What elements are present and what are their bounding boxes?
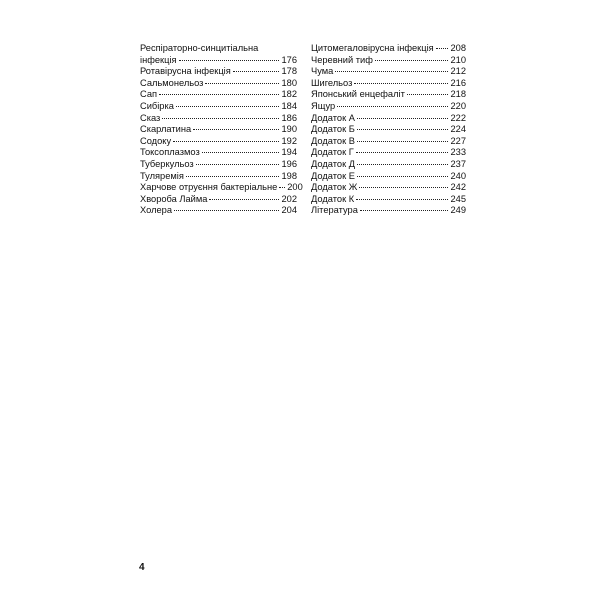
- toc-entry-page: 202: [281, 193, 297, 204]
- toc-entry: [311, 89, 466, 101]
- dot-leader: [360, 210, 449, 211]
- toc-entry-page: 212: [450, 66, 466, 77]
- toc-entry-page: 178: [281, 66, 297, 77]
- dot-leader: [179, 60, 280, 61]
- toc-entry: [311, 171, 466, 183]
- toc-entry: [311, 124, 466, 136]
- dot-leader: [173, 141, 279, 142]
- toc-entry: [140, 101, 297, 113]
- dot-leader: [193, 129, 279, 130]
- toc-entry: [311, 43, 466, 55]
- toc-entry: [140, 205, 297, 217]
- toc-entry-title-line1: Респіраторно-синцитіальна: [140, 43, 259, 53]
- toc-entry: [140, 89, 297, 101]
- dot-leader: [159, 94, 279, 95]
- toc-entry-title: Додаток В: [311, 135, 355, 146]
- toc-entry-title: Додаток Д: [311, 158, 356, 169]
- toc-entry-page: 180: [281, 77, 297, 88]
- toc-entry-page: 186: [281, 112, 297, 123]
- toc-entry: [311, 101, 466, 113]
- toc-entry-page: 224: [450, 124, 466, 135]
- toc-entry: [140, 159, 297, 171]
- page-number: 4: [139, 562, 145, 573]
- toc-entry-title: Туберкульоз: [140, 158, 194, 169]
- toc-entry-page: 222: [450, 112, 466, 123]
- toc-entry-page: 194: [281, 147, 297, 158]
- dot-leader: [354, 83, 448, 84]
- toc-entry-title: Харчове отруєння бактеріальне: [140, 182, 278, 193]
- toc-entry-title: Холера: [140, 205, 172, 216]
- toc-entry-page: 200: [287, 182, 303, 193]
- toc-entry-title: Додаток Г: [311, 147, 354, 158]
- toc-entry-title: Токсоплазмоз: [140, 147, 200, 158]
- toc-entry-page: 184: [281, 100, 297, 111]
- toc-entry-page: 233: [450, 147, 466, 158]
- toc-entry-title: Література: [311, 205, 358, 216]
- toc-entry-page: 227: [450, 135, 466, 146]
- toc-entry-title: інфекція: [140, 54, 177, 65]
- dot-leader: [176, 106, 280, 107]
- toc-entry-page: 237: [450, 158, 466, 169]
- toc-entry-page: 196: [281, 158, 297, 169]
- dot-leader: [375, 60, 449, 61]
- toc-entry-title: Сказ: [140, 112, 161, 123]
- toc-entry: [311, 136, 466, 148]
- dot-leader: [186, 176, 280, 177]
- dot-leader: [279, 187, 285, 188]
- toc-entry-title: Хвороба Лайма: [140, 193, 208, 204]
- toc-entry-page: 198: [281, 170, 297, 181]
- toc-entry: [140, 66, 297, 78]
- toc-entry-page: 220: [450, 100, 466, 111]
- dot-leader: [357, 141, 449, 142]
- toc-right-column: [311, 43, 466, 217]
- toc-entry-page: 240: [450, 170, 466, 181]
- dot-leader: [357, 129, 449, 130]
- toc-entry-title: Додаток А: [311, 112, 355, 123]
- toc-entry: [311, 55, 466, 67]
- toc-entry: [311, 182, 466, 194]
- dot-leader: [162, 118, 279, 119]
- toc-entry-title: Сибірка: [140, 100, 174, 111]
- dot-leader: [357, 118, 449, 119]
- toc-entry-title: Додаток Б: [311, 124, 355, 135]
- toc-entry: [140, 182, 303, 194]
- dot-leader: [356, 199, 448, 200]
- dot-leader: [335, 71, 448, 72]
- toc-entry-page: 208: [450, 43, 466, 53]
- dot-leader: [209, 199, 279, 200]
- toc-entry: [311, 66, 466, 78]
- dot-leader: [357, 164, 448, 165]
- toc-entry: [311, 113, 466, 125]
- toc-entry: [140, 113, 297, 125]
- toc-entry-title: Додаток Е: [311, 170, 355, 181]
- toc-entry-title: Шигельоз: [311, 77, 353, 88]
- toc-entry: [311, 159, 466, 171]
- toc-left-column: [140, 43, 303, 217]
- toc-entry-page: 216: [450, 77, 466, 88]
- dot-leader: [202, 152, 280, 153]
- toc-entry-title: Сальмонельоз: [140, 77, 204, 88]
- toc-entry: [140, 147, 297, 159]
- dot-leader: [359, 187, 448, 188]
- toc-entry-page: 210: [450, 54, 466, 65]
- toc-entry: [311, 205, 466, 217]
- toc-entry-page: 192: [281, 135, 297, 146]
- toc-entry-page: 242: [450, 182, 466, 193]
- toc-entry-title: Додаток Ж: [311, 182, 358, 193]
- dot-leader: [233, 71, 280, 72]
- toc-entry-page: 249: [450, 205, 466, 216]
- toc-entry-title: Скарлатина: [140, 124, 192, 135]
- toc-entry: [140, 78, 297, 90]
- toc-entry: [140, 136, 297, 148]
- toc-entry: [140, 124, 297, 136]
- toc-entry-page: 245: [450, 193, 466, 204]
- toc-entry: [311, 147, 466, 159]
- toc-entry-title: Сап: [140, 89, 158, 100]
- toc-entry-page: 204: [281, 205, 297, 216]
- toc-entry-title: Цитомегаловірусна інфекція: [311, 43, 434, 53]
- toc-entry: [140, 171, 297, 183]
- dot-leader: [337, 106, 448, 107]
- toc-entry-title: Черевний тиф: [311, 54, 373, 65]
- toc-entry-title: Содоку: [140, 135, 172, 146]
- toc-entry-page: 182: [281, 89, 297, 100]
- toc-entry-title: Додаток К: [311, 193, 355, 204]
- dot-leader: [356, 152, 449, 153]
- toc-entry-page: 218: [450, 89, 466, 100]
- toc-entry-page: 176: [281, 54, 297, 65]
- toc-entry-title: Ящур: [311, 100, 336, 111]
- toc-entry: [311, 194, 466, 206]
- toc-entry-page: 190: [281, 124, 297, 135]
- dot-leader: [205, 83, 279, 84]
- dot-leader: [174, 210, 279, 211]
- toc-entry-title: Туляремія: [140, 170, 184, 181]
- toc-entry-title: Чума: [311, 66, 334, 77]
- dot-leader: [407, 94, 449, 95]
- dot-leader: [357, 176, 449, 177]
- toc-entry-title: Японський енцефаліт: [311, 89, 405, 100]
- dot-leader: [196, 164, 280, 165]
- toc-entry: [311, 78, 466, 90]
- toc-entry-title: Ротавірусна інфекція: [140, 66, 231, 77]
- toc-entry: [140, 43, 297, 66]
- toc-entry: [140, 194, 297, 206]
- dot-leader: [436, 48, 449, 49]
